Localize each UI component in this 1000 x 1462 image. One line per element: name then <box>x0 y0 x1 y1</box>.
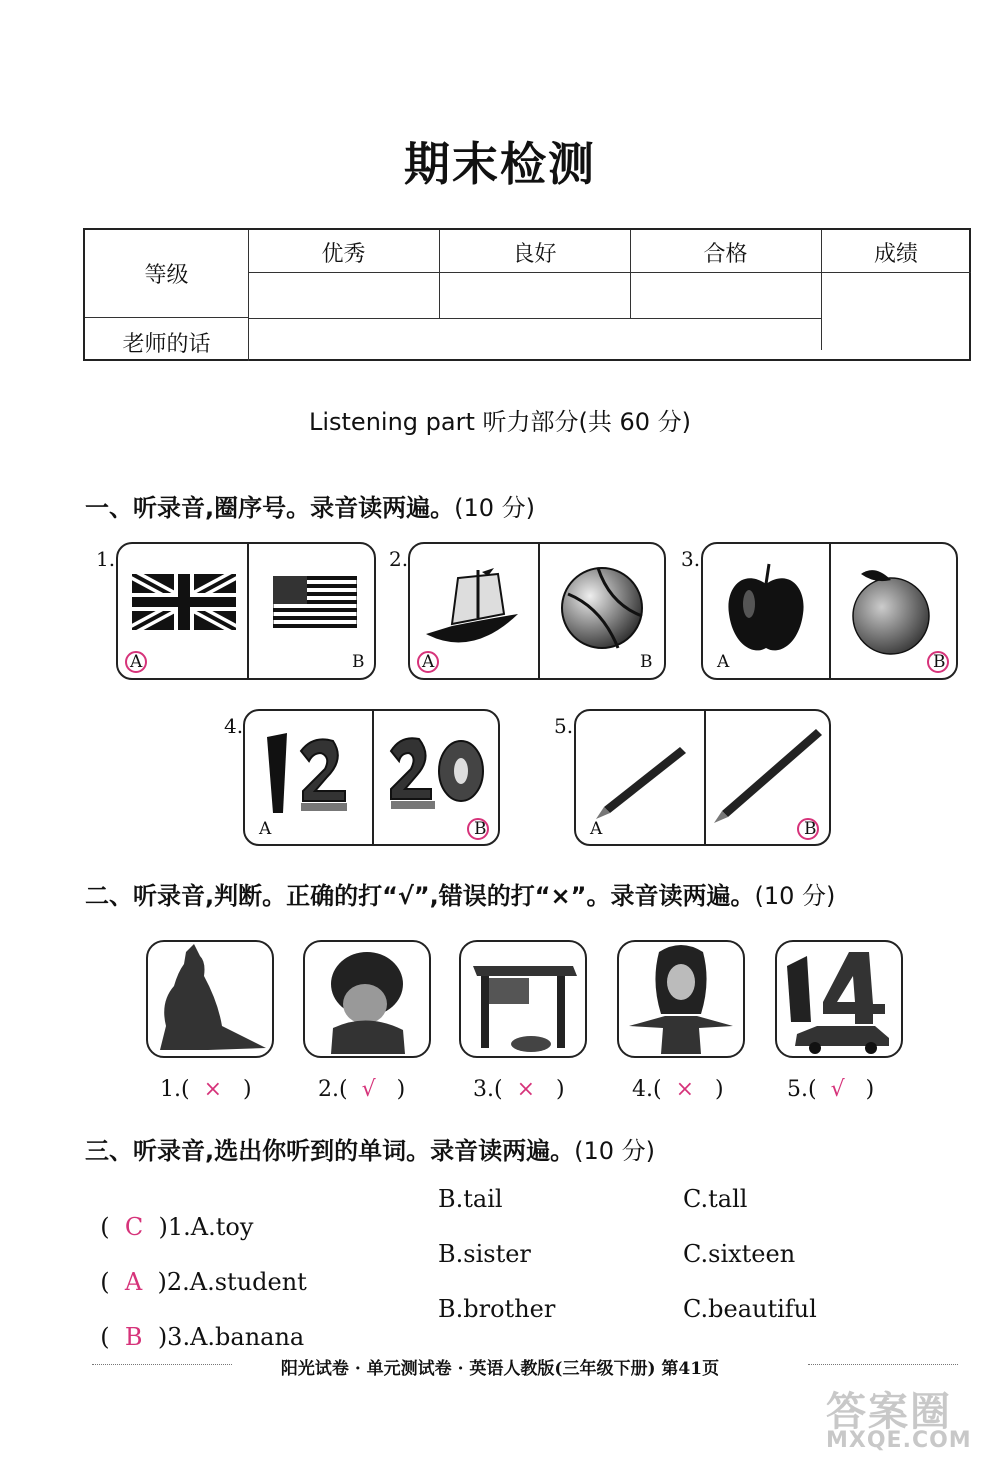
teacher-comment-label: 老师的话 <box>122 332 211 357</box>
picture-card-2 <box>408 542 666 680</box>
word-question-1: ( C )1.A.toy <box>100 1213 254 1241</box>
item-number: 2. <box>389 547 409 571</box>
watermark-url: MXQE.COM <box>826 1428 972 1453</box>
watermark-logo: 答案圈 <box>826 1389 952 1435</box>
answer-circle <box>125 651 147 673</box>
option-a: A <box>717 652 730 672</box>
ball-icon <box>558 564 646 652</box>
word-option-c: C.sixteen <box>683 1240 796 1268</box>
option-b: B <box>933 652 946 672</box>
word-option-b: B.sister <box>438 1240 531 1268</box>
answer-circle <box>467 818 489 840</box>
option-a: A <box>130 652 143 672</box>
option-b: B <box>640 652 653 672</box>
item-number: 4. <box>224 714 244 738</box>
desk-icon <box>461 942 585 1056</box>
word-question-2: ( A )2.A.student <box>100 1268 307 1296</box>
picture-card-1 <box>116 542 376 680</box>
picture-card-5 <box>574 709 831 846</box>
option-a: A <box>422 652 435 672</box>
number-12-icon <box>261 729 357 817</box>
number-14-icon <box>777 942 901 1056</box>
judge-answer-2: 2.( √ ) <box>318 1077 406 1102</box>
picture-card-4 <box>243 709 500 846</box>
judge-card-3 <box>459 940 587 1058</box>
option-b: B <box>352 652 365 672</box>
judge-answer-3: 3.( × ) <box>473 1077 565 1102</box>
orange-icon <box>845 564 937 656</box>
judge-card-4 <box>617 940 745 1058</box>
judge-answer-4: 4.( × ) <box>632 1077 724 1102</box>
option-b: B <box>804 819 817 839</box>
word-question-3: ( B )3.A.banana <box>100 1323 305 1351</box>
pencil-icon <box>592 741 688 821</box>
page-footer: 阳光试卷 · 单元测试卷 · 英语人教版(三年级下册) 第41页 <box>280 1359 720 1379</box>
grade-label: 等级 <box>144 263 189 288</box>
option-a: A <box>590 819 603 839</box>
item-number: 3. <box>681 547 701 571</box>
us-flag-icon <box>273 576 357 628</box>
page-title: 期末检测 <box>404 137 596 191</box>
section3-heading: 三、听录音,选出你听到的单词。录音读两遍。(10 分) <box>85 1137 656 1165</box>
answer-circle <box>927 651 949 673</box>
grade-header-good: 良好 <box>512 242 557 267</box>
judge-card-5 <box>775 940 903 1058</box>
grade-header-score: 成绩 <box>873 242 918 267</box>
apple-icon <box>723 558 809 656</box>
option-b: B <box>474 819 487 839</box>
number-20-icon <box>385 731 489 815</box>
item-number: 1. <box>96 547 116 571</box>
word-option-c: C.beautiful <box>683 1295 817 1323</box>
judge-answer-5: 5.( √ ) <box>787 1077 875 1102</box>
boat-icon <box>422 562 522 652</box>
long-pencil-icon <box>710 725 826 825</box>
item-number: 5. <box>554 714 574 738</box>
answer-circle <box>417 651 439 673</box>
grade-table <box>83 228 971 361</box>
kangaroo-icon <box>148 942 272 1056</box>
listening-heading: Listening part 听力部分(共 60 分) <box>308 408 692 436</box>
picture-card-3 <box>701 542 958 680</box>
section1-heading: 一、听录音,圈序号。录音读两遍。(10 分) <box>85 494 536 522</box>
word-option-b: B.brother <box>438 1295 556 1323</box>
grade-header-pass: 合格 <box>703 242 748 267</box>
section2-heading: 二、听录音,判断。正确的打“√”,错误的打“×”。录音读两遍。(10 分) <box>85 882 836 910</box>
option-a: A <box>259 819 272 839</box>
judge-card-1 <box>146 940 274 1058</box>
judge-card-2 <box>303 940 431 1058</box>
boy-icon <box>305 942 429 1056</box>
girl-icon <box>619 942 743 1056</box>
answer-circle <box>797 818 819 840</box>
grade-header-excellent: 优秀 <box>321 242 366 267</box>
word-option-c: C.tall <box>683 1185 748 1213</box>
word-option-b: B.tail <box>438 1185 503 1213</box>
uk-flag-icon <box>132 574 236 630</box>
judge-answer-1: 1.( × ) <box>160 1077 252 1102</box>
